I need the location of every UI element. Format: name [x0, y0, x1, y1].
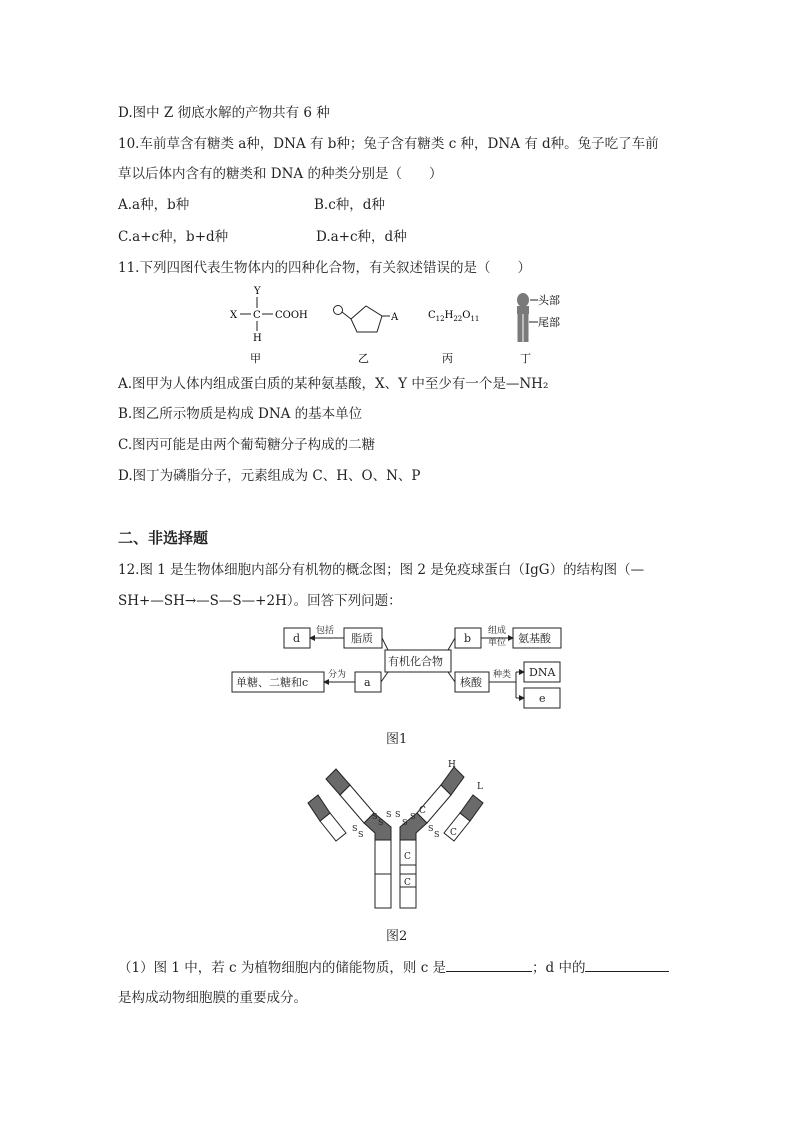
jia-center: C — [253, 310, 261, 321]
box-nucleic: 核酸 — [460, 676, 482, 689]
label-unit2: 单位 — [488, 638, 507, 648]
section-title: 二、非选择题 — [118, 529, 209, 547]
svg-text:S: S — [395, 810, 401, 819]
fig2-label-c1: C — [419, 806, 426, 816]
q12-sub1-part2: ；d 中的 — [532, 960, 586, 976]
q10-option-a: A.a种，b种 — [118, 197, 190, 213]
box-d: d — [293, 632, 301, 645]
q12-sub1-line2: 是构成动物细胞膜的重要成分。 — [118, 990, 307, 1006]
q12-sub1-line1 — [118, 957, 669, 978]
fig2-caption: 图2 — [386, 929, 408, 944]
jia-bottom-atom: H — [253, 333, 262, 344]
q11-option-b: B.图乙所示物质是构成 DNA 的基本单位 — [118, 406, 363, 422]
svg-text:S: S — [428, 824, 434, 833]
jia-top-atom: Y — [254, 286, 261, 297]
q9-option-d: D.图中 Z 彻底水解的产物共有 6 种 — [118, 105, 330, 121]
q12-stem-line1: 12.图 1 是生物体细胞内部分有机物的概念图；图 2 是免疫球蛋白（IgG）的结构图（— — [118, 562, 645, 578]
fig2-igg-structure — [300, 755, 500, 910]
q12-stem-line2: SH+—SH→—S—S—+2H）。回答下列问题： — [118, 593, 402, 609]
fig2-label-h: H — [448, 760, 456, 770]
label-unit1: 组成 — [488, 626, 507, 636]
phospholipid-structure — [517, 293, 560, 365]
ding-caption: 丁 — [520, 352, 531, 365]
fig2-label-c2: C — [450, 828, 457, 838]
svg-text:S: S — [378, 818, 384, 827]
q10-option-c: C.a+c种，b+d种 — [118, 229, 229, 245]
yi-caption: 乙 — [358, 352, 369, 365]
label-include: 包括 — [316, 626, 335, 636]
fig1-caption: 图1 — [386, 732, 408, 747]
jia-group: COOH — [275, 310, 308, 321]
q11-figures — [220, 282, 580, 368]
fig2-label-l: L — [477, 782, 483, 792]
ding-head-label: 头部 — [538, 294, 560, 307]
box-dna: DNA — [529, 666, 556, 679]
q10-option-b: B.c种，d种 — [314, 197, 385, 213]
yi-base: A — [391, 312, 399, 323]
q10-stem-line1: 10.车前草含有糖类 a种，DNA 有 b种；兔子含有糖类 c 种，DNA 有 d种。兔子吃了车前 — [118, 136, 659, 152]
svg-text:C12H22O11: $C_{12}H_{22}O_{11}$ — [428, 310, 480, 323]
nucleotide-structure — [334, 306, 400, 366]
jia-caption: 甲 — [250, 352, 261, 365]
q11-option-c: C.图丙可能是由两个葡萄糖分子构成的二糖 — [118, 437, 376, 453]
q12-sub1-part1: （1）图 1 中，若 c 为植物细胞内的储能物质，则 c 是 — [118, 960, 447, 976]
bing-caption: 丙 — [442, 352, 453, 365]
box-amino: 氨基酸 — [518, 632, 551, 645]
disaccharide-formula — [428, 310, 479, 365]
answer-blank-1[interactable] — [446, 957, 532, 972]
svg-text:S: S — [352, 824, 358, 833]
svg-text:S: S — [386, 810, 392, 819]
jia-left-atom: X — [230, 310, 238, 321]
answer-blank-2[interactable] — [585, 957, 669, 972]
fig2-label-c3: C — [404, 852, 411, 862]
fig2-label-c4: C — [404, 878, 411, 888]
q10-stem-line2: 草以后体内含有的糖类和 DNA 的种类分别是（ ） — [118, 166, 443, 182]
box-organic: 有机化合物 — [388, 655, 443, 668]
svg-text:S: S — [372, 812, 378, 821]
svg-text:S: S — [434, 830, 440, 839]
q10-option-d: D.a+c种，d种 — [316, 229, 407, 245]
box-e: e — [539, 692, 546, 705]
box-lipid: 脂质 — [351, 632, 373, 645]
box-sugars: 单糖、二糖和c — [236, 676, 309, 689]
svg-text:S: S — [410, 812, 416, 821]
amino-acid-structure — [230, 286, 308, 365]
ding-tail-label: 尾部 — [538, 316, 560, 329]
q11-option-d: D.图丁为磷脂分子，元素组成为 C、H、O、N、P — [118, 468, 421, 484]
fig1-concept-map — [228, 622, 568, 714]
label-divide: 分为 — [328, 670, 347, 680]
svg-text:S: S — [402, 818, 408, 827]
q11-stem: 11.下列四图代表生物体内的四种化合物，有关叙述错误的是（ ） — [118, 260, 531, 276]
svg-text:S: S — [358, 830, 364, 839]
label-kinds: 种类 — [493, 670, 512, 680]
box-b: b — [464, 632, 472, 645]
q11-option-a: A.图甲为人体内组成蛋白质的某种氨基酸，X、Y 中至少有一个是—NH₂ — [118, 376, 549, 392]
box-a: a — [364, 676, 371, 689]
